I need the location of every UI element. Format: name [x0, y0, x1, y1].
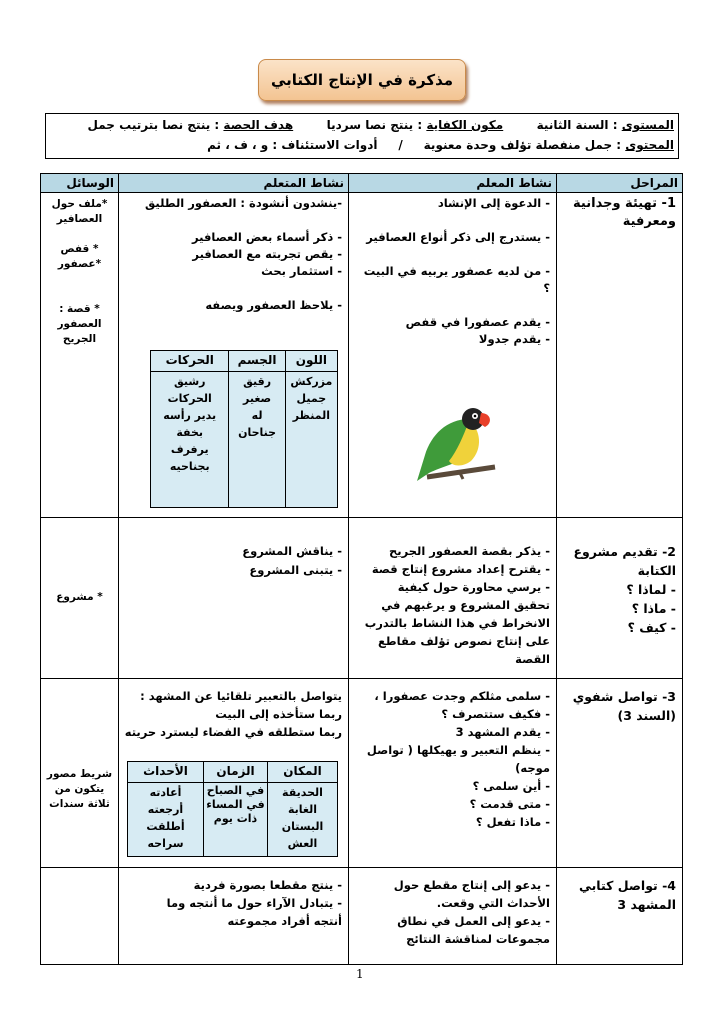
inner-line: يدير رأسه [163, 409, 217, 422]
stage-line: - لماذا ؟ [626, 582, 676, 597]
inner-line: في المساء [206, 798, 265, 811]
inner-line: بخفة [176, 426, 204, 439]
scene-table [127, 761, 338, 857]
teacher-line: تحقيق المشروع و يرغبهم في [381, 598, 550, 612]
inner-header: الجسم [229, 351, 285, 372]
means-line: الجريح [62, 333, 97, 345]
teacher-line: - يقترح إعداد مشروع إنتاج قصة [371, 562, 550, 576]
means-line [45, 227, 114, 242]
inner-line: البستان [281, 820, 324, 833]
info-row-1 [50, 115, 674, 135]
table-row [41, 193, 683, 518]
goal-value: : ينتج نصا بترتيب جمل [87, 118, 220, 132]
row1-teacher-text [353, 195, 550, 348]
inner-line: في الصباح [206, 784, 265, 797]
means-line: يتكون من [54, 783, 105, 795]
teacher-line: ؟ [543, 281, 550, 295]
inner-line: يرفرف [170, 443, 209, 456]
learner-line [123, 280, 342, 297]
inner-cell-events [128, 783, 204, 857]
inner-line: صغير [243, 392, 272, 405]
inner-line: أعادته [149, 786, 182, 799]
inner-line: مزركش [290, 375, 333, 388]
row2-teacher [349, 518, 556, 678]
inner-line: ذات يوم [213, 812, 258, 825]
lesson-info-box [45, 113, 679, 159]
teacher-line: - يدعو إلى إنتاج مقطع حول [393, 878, 550, 892]
means-line: * مشروع [56, 591, 103, 603]
learner-line: - يتبادل الآراء حول ما أنتجه وما [166, 896, 342, 910]
learner-line: أنتجه أفراد مجموعته [227, 914, 342, 928]
header-teacher: نشاط المعلم [349, 174, 557, 193]
inner-cell-color [285, 372, 337, 508]
row2-learner-text [123, 542, 342, 580]
means-line: شريط مصور [46, 768, 113, 780]
inner-line: الحديقة [282, 786, 323, 799]
teacher-line: الانخراط في هذا النشاط بالتدرب [364, 616, 550, 630]
content-label: المحتوى [625, 138, 674, 152]
stage-line: 1- تهيئة وجدانية [573, 196, 676, 211]
inner-cell-body [229, 372, 285, 508]
info-row-2 [50, 135, 674, 155]
row3-teacher-text [353, 687, 550, 831]
teacher-line: الأحداث التي وقعت. [436, 896, 550, 910]
row4-stage [557, 868, 682, 964]
learner-line: - يقص تجربته مع العصافير [192, 247, 342, 261]
means-line: ثلاثة سندات [49, 798, 110, 810]
means-line: * قصة : [59, 303, 100, 315]
inner-cell-place [268, 783, 338, 857]
inner-cell-time [204, 783, 268, 857]
row3-learner-text [123, 687, 342, 741]
means-line [45, 287, 114, 302]
row2-means [41, 518, 118, 678]
inner-header: الحركات [151, 351, 229, 372]
inner-line: أطلقت [146, 820, 185, 833]
teacher-line: - يرسي محاورة حول كيفية [397, 580, 550, 594]
inner-header: اللون [285, 351, 337, 372]
parrot-image [407, 405, 503, 485]
means-line: العصافير [56, 213, 103, 225]
teacher-line: - يستدرج إلى ذكر أنواع العصافير [366, 230, 550, 244]
inner-header: الزمان [204, 762, 268, 783]
teacher-line [353, 297, 550, 314]
page-title: مذكرة في الإنتاج الكتابي [258, 59, 466, 101]
teacher-line: على إنتاج نصوص تؤلف مقاطع [377, 634, 550, 648]
teacher-line: - متى قدمت ؟ [469, 797, 550, 811]
table-row [41, 868, 683, 965]
learner-line [123, 212, 342, 229]
learner-line: -ينشدون أنشودة : العصفور الطليق [145, 196, 342, 210]
row4-stage-text [561, 876, 676, 914]
level-value: : السنة الثانية [536, 118, 618, 132]
inner-line: أرجعته [147, 803, 184, 816]
inner-line: المنظر [292, 409, 331, 422]
row1-teacher [349, 193, 556, 517]
row1-stage [557, 193, 682, 517]
competence-label: مكون الكفاية [426, 118, 504, 132]
stage-line: الكتابة [637, 563, 676, 578]
inner-line: الحركات [167, 392, 212, 405]
learner-line: ربما ستأخذه إلى البيت [215, 707, 342, 721]
row3-means-text [45, 767, 114, 812]
learner-line: ربما ستطلقه في الفضاء ليسترد حريته [124, 725, 342, 739]
teacher-line: - أين سلمى ؟ [472, 779, 550, 793]
row1-means [41, 193, 118, 517]
teacher-line: - الدعوة إلى الإنشاد [437, 196, 550, 210]
stage-line: - ماذا ؟ [631, 601, 676, 616]
row1-means-text [45, 197, 114, 347]
inner-cell-moves [151, 372, 229, 508]
stage-line: ومعرفية [622, 214, 676, 229]
inner-line: بجناحيه [169, 460, 210, 473]
teacher-line: - من لديه عصفور يربيه في البيت [363, 264, 550, 278]
stage-line: (السند 3) [617, 708, 676, 723]
teacher-line: - يقدم المشهد 3 [455, 725, 550, 739]
row4-teacher [349, 868, 556, 964]
stage-line: 4- تواصل كتابي [578, 878, 676, 893]
header-stages: المراحل [557, 174, 683, 193]
means-line [45, 272, 114, 287]
row2-teacher-text [353, 542, 550, 668]
teacher-line: - يقدم جدولا [478, 332, 550, 346]
stage-line: - كيف ؟ [627, 620, 676, 635]
row2-stage-text [561, 542, 676, 637]
teacher-line [353, 246, 550, 263]
header-means: الوسائل [41, 174, 119, 193]
means-line: العصفور [57, 318, 102, 330]
learner-line: - ينتج مقطعا بصورة فردية [193, 878, 342, 892]
page-number: 1 [356, 967, 364, 981]
learner-line: - يناقش المشروع [242, 544, 342, 558]
inner-line: جميل [296, 392, 327, 405]
inner-line: رشيق [173, 375, 206, 388]
teacher-line: - يدعو إلى العمل في نطاق [397, 914, 550, 928]
row4-learner [119, 868, 348, 964]
inner-header: المكان [268, 762, 338, 783]
competence-value: : ينتج نصا سرديا [326, 118, 423, 132]
row4-learner-text [123, 876, 342, 930]
teacher-line: - سلمى مثلكم وجدت عصفورا ، [374, 689, 550, 703]
stage-line: 3- تواصل شفوي [572, 689, 676, 704]
lesson-table [40, 173, 683, 965]
learner-line: يتواصل بالتعبير تلقائيا عن المشهد : [140, 689, 342, 703]
bird-description-table [150, 350, 338, 508]
teacher-line: - ينظم التعبير و يهيكلها ( تواصل [366, 743, 550, 757]
row1-learner-text [123, 195, 342, 314]
parrot-pupil [474, 415, 477, 418]
learner-line: - ذكر أسماء بعض العصافير [192, 230, 342, 244]
goal-label: هدف الحصة [223, 118, 294, 132]
inner-line: الغابة [287, 803, 318, 816]
teacher-line: موجه) [515, 761, 550, 775]
row3-means [41, 679, 118, 867]
inner-line: سراحه [147, 837, 184, 850]
teacher-line: - يذكر بقصة العصفور الجريح [389, 544, 550, 558]
stage-line: 2- تقديم مشروع [573, 544, 676, 559]
learner-line: - يلاحظ العصفور ويصفه [205, 298, 342, 312]
level-label: المستوى [621, 118, 674, 132]
inner-line: جناحان [238, 426, 277, 439]
row3-teacher [349, 679, 556, 867]
learner-line: - يتبنى المشروع [249, 563, 342, 577]
teacher-line [353, 212, 550, 229]
header-learner: نشاط المتعلم [119, 174, 349, 193]
row3-stage [557, 679, 682, 867]
means-line: *ملف حول [51, 198, 108, 210]
stage-line: المشهد 3 [617, 897, 676, 912]
row1-learner [119, 193, 348, 517]
row4-teacher-text [353, 876, 550, 948]
teacher-line: - فكيف ستتصرف ؟ [441, 707, 550, 721]
row4-means [41, 868, 118, 964]
teacher-line: القصة [515, 652, 550, 666]
row1-stage-text [561, 195, 676, 231]
content-value: : جمل منفصلة تؤلف وحدة معنوية [423, 138, 622, 152]
row2-stage [557, 518, 682, 678]
inner-line: له [251, 409, 263, 422]
learner-line: - استثمار بحث [261, 264, 342, 278]
row2-learner [119, 518, 348, 678]
inner-header: الأحداث [128, 762, 204, 783]
teacher-line: مجموعات لمناقشة النتائج [406, 932, 550, 946]
inner-line: رقيق [243, 375, 272, 388]
separator: / [398, 138, 403, 152]
table-header-row [41, 174, 683, 193]
inner-line: العش [287, 837, 318, 850]
means-line: *عصفور [57, 258, 102, 270]
row3-learner [119, 679, 348, 867]
teacher-line: - ماذا تفعل ؟ [475, 815, 550, 829]
teacher-line: - يقدم عصفورا في قفص [405, 315, 550, 329]
table-row [41, 518, 683, 679]
table-row [41, 679, 683, 868]
tools-value: أدوات الاستئناف : و ، ف ، ثم [207, 138, 378, 152]
row3-stage-text [561, 687, 676, 725]
means-line: * قفص [60, 243, 99, 255]
